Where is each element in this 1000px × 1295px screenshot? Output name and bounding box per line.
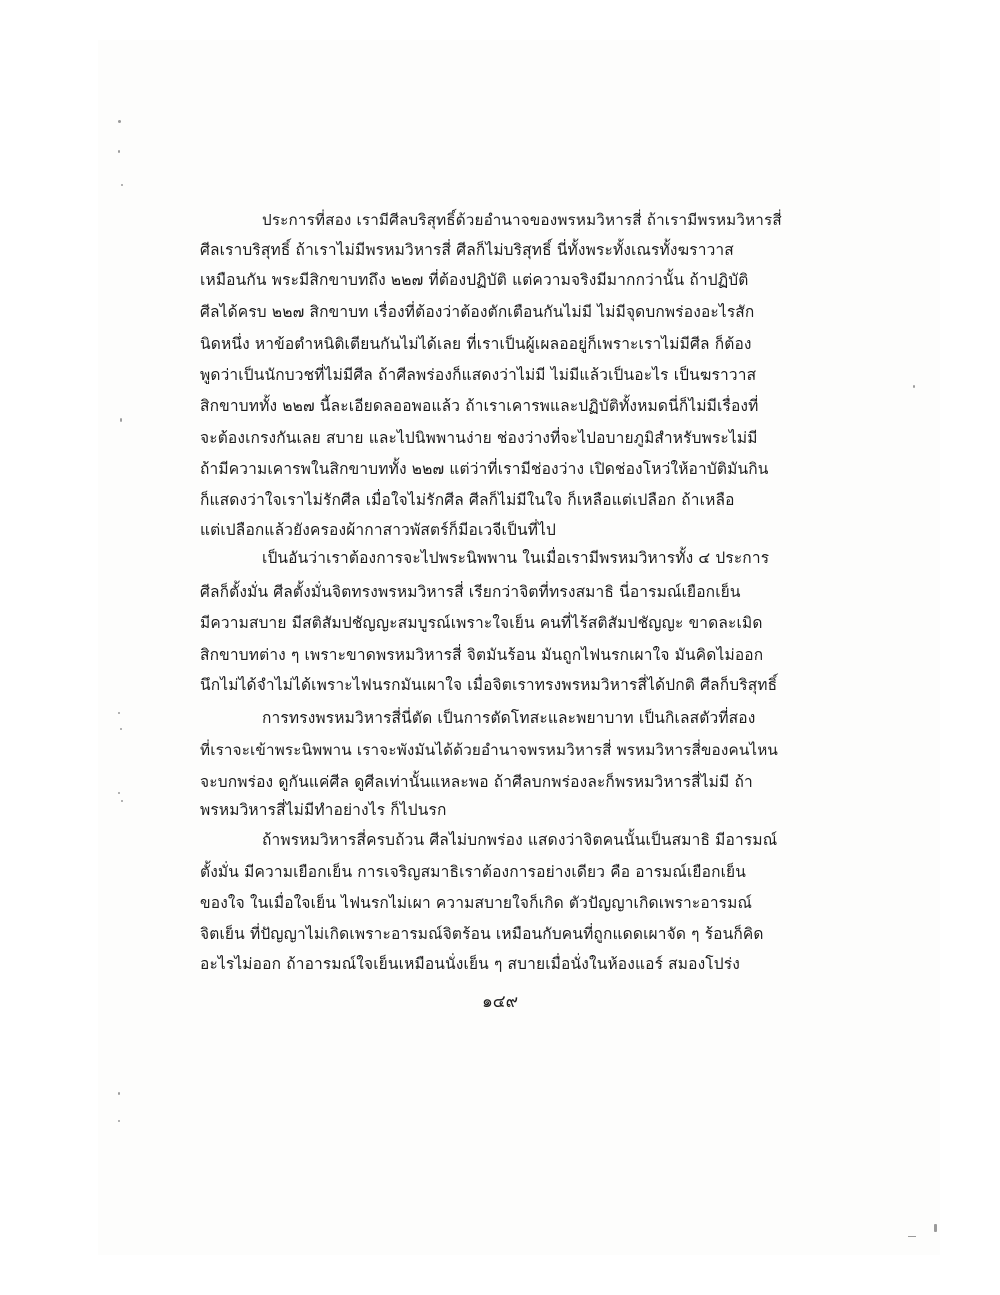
paragraph-2-line: เป็นอันว่าเราต้องการจะไปพระนิพพาน ในเมื่อเรามีพรหมวิหารทั้ง ๔ ประการ <box>262 549 770 567</box>
scan-speck <box>120 728 122 730</box>
scan-speck <box>118 1092 120 1095</box>
paragraph-4-line: ของใจ ในเมื่อใจเย็น ไฟนรกไม่เผา ความสบายใจก็เกิด ตัวปัญญาเกิดเพราะอารมณ์ <box>200 894 753 912</box>
paragraph-4-line: อะไรไม่ออก ถ้าอารมณ์ใจเย็นเหมือนนั่งเย็น ๆ สบายเมื่อนั่งในห้องแอร์ สมองโปร่ง <box>200 955 740 973</box>
paragraph-1-line: จะต้องเกรงกันเลย สบาย และไปนิพพานง่าย ช่องว่างที่จะไปอบายภูมิสำหรับพระไม่มี <box>200 429 758 447</box>
paragraph-3-line: การทรงพรหมวิหารสี่นี่ตัด เป็นการตัดโทสะและพยาบาท เป็นกิเลสตัวที่สอง <box>262 709 756 727</box>
scan-speck <box>118 712 120 714</box>
paragraph-1-line: พูดว่าเป็นนักบวชที่ไม่มีศีล ถ้าศีลพร่องก็แสดงว่าไม่มี ไม่มีแล้วเป็นอะไร เป็นฆราวาส <box>200 366 757 384</box>
paragraph-1-line: สิกขาบททั้ง ๒๒๗ นี้ละเอียดลออพอแล้ว ถ้าเราเคารพและปฏิบัติทั้งหมดนี่ก็ไม่มีเรื่องที่ <box>200 397 759 415</box>
paragraph-2-line: มีความสบาย มีสติสัมปชัญญะสมบูรณ์เพราะใจเย็น คนที่ไร้สติสัมปชัญญะ ขาดละเมิด <box>200 614 763 632</box>
page-number: ๑๔๙ <box>481 992 519 1012</box>
scan-speck <box>118 1120 120 1122</box>
paragraph-1-line: ก็แสดงว่าใจเราไม่รักศีล เมื่อใจไม่รักศีล ศีลก็ไม่มีในใจ ก็เหลือแต่เปลือก ถ้าเหลือ <box>200 491 735 509</box>
paragraph-1-line: นิดหนึ่ง หาข้อตำหนิติเตียนกันไม่ได้เลย ที่เราเป็นผู้เผลออยู่ก็เพราะเราไม่มีศีล ก็ต้อง <box>200 335 752 353</box>
paragraph-1-line: แต่เปลือกแล้วยังครองผ้ากาสาวพัสตร์ก็มีอเวจีเป็นที่ไป <box>200 521 557 539</box>
paragraph-4-line: ถ้าพรหมวิหารสี่ครบถ้วน ศีลไม่บกพร่อง แสดงว่าจิตคนนั้นเป็นสมาธิ มีอารมณ์ <box>262 831 778 849</box>
scan-speck <box>908 1236 916 1237</box>
scan-speck <box>934 1224 937 1232</box>
scan-speck <box>913 385 915 388</box>
scan-speck <box>118 150 120 153</box>
paragraph-3-line: ที่เราจะเข้าพระนิพพาน เราจะพังมันได้ด้วยอำนาจพรหมวิหารสี่ พรหมวิหารสี่ของคนไหน <box>200 741 778 759</box>
scan-speck <box>118 120 121 123</box>
paragraph-1-line: ถ้ามีความเคารพในสิกขาบททั้ง ๒๒๗ แต่ว่าที่เรามีช่องว่าง เปิดช่องโหว่ให้อาบัติมันกิน <box>200 460 769 478</box>
scan-speck <box>118 792 120 794</box>
paragraph-2-line: สิกขาบทต่าง ๆ เพราะขาดพรหมวิหารสี่ จิตมันร้อน มันถูกไฟนรกเผาใจ มันคิดไม่ออก <box>200 646 764 664</box>
scan-speck <box>121 800 123 802</box>
paragraph-3-line: พรหมวิหารสี่ไม่มีทำอย่างไร ก็ไปนรก <box>200 801 447 819</box>
paragraph-4-line: จิตเย็น ที่ปัญญาไม่เกิดเพราะอารมณ์จิตร้อน เหมือนกับคนที่ถูกแดดเผาจัด ๆ ร้อนก็คิด <box>200 925 764 943</box>
paragraph-4-line: ตั้งมั่น มีความเยือกเย็น การเจริญสมาธิเราต้องการอย่างเดียว คือ อารมณ์เยือกเย็น <box>200 863 747 881</box>
paragraph-1-line: ศีลเราบริสุทธิ์ ถ้าเราไม่มีพรหมวิหารสี่ ศีลก็ไม่บริสุทธิ์ นี่ทั้งพระทั้งเณรทั้งฆราวาส <box>200 241 734 259</box>
paragraph-2-line: ศีลก็ตั้งมั่น ศีลตั้งมั่นจิตทรงพรหมวิหารสี่ เรียกว่าจิตที่ทรงสมาธิ นี่อารมณ์เยือกเย็น <box>200 583 741 601</box>
paragraph-1-line: เหมือนกัน พระมีสิกขาบทถึง ๒๒๗ ที่ต้องปฏิบัติ แต่ความจริงมีมากกว่านั้น ถ้าปฏิบัติ <box>200 271 749 289</box>
paragraph-2-line: นึกไม่ได้จำไม่ได้เพราะไฟนรกมันเผาใจ เมื่อจิตเราทรงพรหมวิหารสี่ได้ปกติ ศีลก็บริสุทธิ์ <box>200 676 778 694</box>
paragraph-3-line: จะบกพร่อง ดูกันแค่ศีล ดูศีลเท่านั้นแหละพอ ถ้าศีลบกพร่องละก็พรหมวิหารสี่ไม่มี ถ้า <box>200 773 753 791</box>
paragraph-1-line: ศีลได้ครบ ๒๒๗ สิกขาบท เรื่องที่ต้องว่าต้องตักเตือนกันไม่มี ไม่มีจุดบกพร่องอะไรสัก <box>200 303 755 321</box>
paragraph-1-line: ประการที่สอง เรามีศีลบริสุทธิ์ด้วยอำนาจของพรหมวิหารสี่ ถ้าเรามีพรหมวิหารสี่ <box>262 211 782 229</box>
scan-speck <box>120 418 122 422</box>
scan-speck <box>121 184 123 186</box>
